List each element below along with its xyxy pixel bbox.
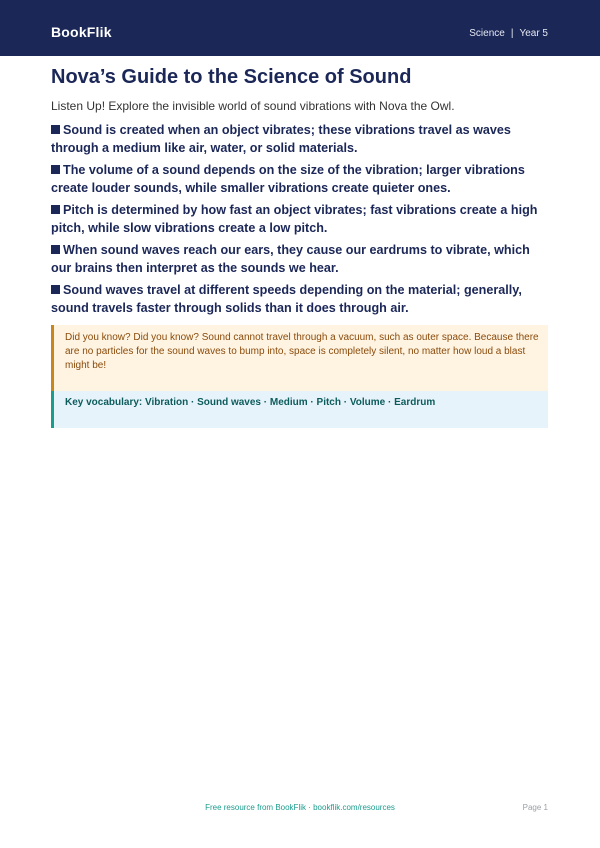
brand-logo-text: BookFlik: [51, 24, 112, 40]
page-number: Page 1: [522, 803, 548, 812]
intro-text: Listen Up! Explore the invisible world of sound vibrations with Nova the Owl.: [51, 99, 455, 113]
square-bullet-icon: [51, 125, 60, 134]
vocabulary-box: [51, 391, 548, 428]
square-bullet-icon: [51, 165, 60, 174]
list-item: [51, 241, 551, 277]
page-title: Nova’s Guide to the Science of Sound: [51, 66, 412, 88]
page-footer: [0, 801, 600, 815]
page-header: [0, 0, 600, 56]
list-item: [51, 201, 551, 237]
list-item: [51, 121, 551, 157]
vocabulary-text: Key vocabulary: Vibration · Sound waves · Medium · Pitch · Volume · Eardrum: [65, 397, 436, 408]
header-meta: [469, 27, 548, 41]
fact-list: [51, 121, 551, 321]
did-you-know-text: Did you know? Did you know? Sound cannot travel through a vacuum, such as outer space. Because there are no particles for the sound waves to bump into, space is completely silent, no matter how loud a blast might be!: [65, 332, 539, 371]
bullet-text: Sound waves travel at different speeds depending on the material; generally, sound travels faster through solids than it does through air.: [51, 283, 522, 315]
did-you-know-callout: [51, 325, 548, 391]
list-item: [51, 161, 551, 197]
meta-separator: |: [510, 28, 514, 39]
bullet-text: Sound is created when an object vibrates; these vibrations travel as waves through a medium like air, water, or solid materials.: [51, 123, 511, 155]
square-bullet-icon: [51, 285, 60, 294]
year-label: Year 5: [519, 28, 548, 39]
footer-link-text: Free resource from BookFlik · bookflik.com/resources: [205, 803, 395, 812]
subject-label: Science: [469, 28, 505, 39]
list-item: [51, 281, 551, 317]
square-bullet-icon: [51, 205, 60, 214]
bullet-text: When sound waves reach our ears, they cause our eardrums to vibrate, which our brains then interpret as the sounds we hear.: [51, 243, 530, 275]
bullet-text: Pitch is determined by how fast an object vibrates; fast vibrations create a high pitch, while slow vibrations create a low pitch.: [51, 203, 538, 235]
bullet-text: The volume of a sound depends on the size of the vibration; larger vibrations create louder sounds, while smaller vibrations create quieter ones.: [51, 163, 525, 195]
square-bullet-icon: [51, 245, 60, 254]
